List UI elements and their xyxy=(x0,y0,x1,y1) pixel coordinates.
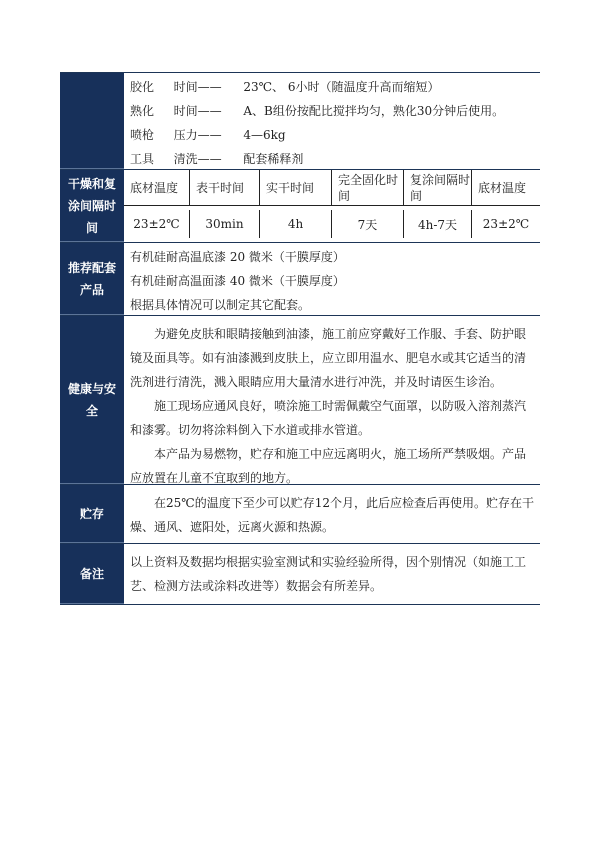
application-row xyxy=(60,72,540,170)
drying-value: 23±2℃ xyxy=(124,210,190,238)
recommended-row xyxy=(60,243,540,316)
drying-row xyxy=(60,170,540,243)
recommended-item: 根据具体情况可以制定其它配套。 xyxy=(130,298,311,312)
drying-header: 表干时间 xyxy=(190,170,260,206)
param-item: 清洗—— xyxy=(173,152,222,166)
param-line xyxy=(130,99,534,123)
remarks-paragraph: 以上资料及数据均根据实验室测试和实验经验所得，因个别情况（如施工工艺、检测方法或涂料改进等）数据会有所差异。 xyxy=(130,555,527,593)
drying-value: 30min xyxy=(190,210,260,238)
safety-row xyxy=(60,316,540,485)
storage-text xyxy=(124,485,540,543)
recommended-item: 有机硅耐高温底漆 20 微米（干膜厚度） xyxy=(130,250,345,264)
safety-label: 健康与安全 xyxy=(60,316,124,484)
safety-paragraph: 本产品为易燃物，贮存和施工中应远离明火，施工场所严禁吸烟。产品应放置在儿童不宜取到的地方。 xyxy=(130,447,527,485)
param-item: 压力—— xyxy=(173,128,222,142)
remarks-text xyxy=(124,544,540,604)
drying-header: 完全固化时间 xyxy=(332,170,404,206)
storage-row xyxy=(60,485,540,544)
drying-header: 底材温度 xyxy=(124,170,190,206)
storage-label: 贮存 xyxy=(60,485,124,543)
param-line xyxy=(130,147,534,171)
drying-header: 复涂间隔时间 xyxy=(404,170,472,206)
safety-paragraph: 施工现场应通风良好，喷涂施工时需佩戴空气面罩，以防吸入溶剂蒸汽和漆雾。切勿将涂料倒入下水道或排水管道。 xyxy=(130,399,527,437)
param-name: 胶化 xyxy=(130,80,155,94)
param-name: 熟化 xyxy=(130,104,155,118)
drying-value: 7天 xyxy=(332,210,404,238)
drying-value: 4h xyxy=(260,210,332,238)
storage-paragraph: 在25℃的温度下至少可以贮存12个月，此后应检查后再使用。贮存在干燥、通风、遮阳处，远离火源和热源。 xyxy=(130,496,534,534)
spec-sheet xyxy=(60,72,540,605)
remarks-row xyxy=(60,544,540,605)
drying-header: 实干时间 xyxy=(260,170,332,206)
param-value: 配套稀释剂 xyxy=(243,152,304,166)
safety-paragraph: 为避免皮肤和眼睛接触到油漆，施工前应穿戴好工作服、手套、防护眼镜及面具等。如有油漆溅到皮肤上，应立即用温水、肥皂水或其它适当的清洗剂进行清洗，溅入眼睛应用大量清水进行冲洗，并及时请医生诊治。 xyxy=(130,327,527,389)
param-item: 时间—— xyxy=(173,80,222,94)
param-line xyxy=(130,123,534,147)
drying-header: 底材温度 xyxy=(472,170,540,206)
application-label-cell xyxy=(60,73,124,169)
param-value: A、B组份按配比搅拌均匀，熟化30分钟后使用。 xyxy=(243,104,505,118)
application-params xyxy=(124,73,540,169)
param-value: 23℃、 6小时（随温度升高而缩短） xyxy=(243,80,440,94)
remarks-label: 备注 xyxy=(60,544,124,604)
param-value: 4—6kg xyxy=(243,128,286,142)
drying-table xyxy=(124,170,540,242)
drying-value: 4h-7天 xyxy=(404,210,472,238)
recommended-list xyxy=(124,243,540,315)
param-item: 时间—— xyxy=(173,104,222,118)
recommended-label: 推荐配套产品 xyxy=(60,243,124,315)
recommended-item: 有机硅耐高温面漆 40 微米（干膜厚度） xyxy=(130,274,345,288)
drying-label: 干燥和复涂间隔时间 xyxy=(60,170,124,242)
param-name: 喷枪 xyxy=(130,128,155,142)
drying-value: 23±2℃ xyxy=(482,217,530,231)
param-line xyxy=(130,75,534,99)
safety-text xyxy=(124,316,540,484)
param-name: 工具 xyxy=(130,152,155,166)
